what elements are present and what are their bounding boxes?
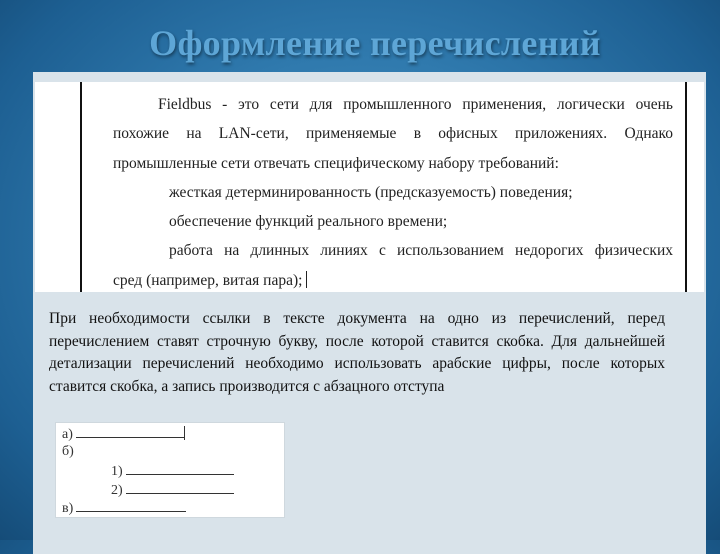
text-cursor (306, 271, 307, 288)
example-line-1: Fieldbus - это сети для промышленного применения, логически очень (158, 96, 673, 113)
example-text (113, 90, 673, 295)
enum-label-b1: 1) (111, 464, 123, 479)
left-margin-line (80, 82, 82, 292)
body-paragraph: При необходимости ссылки в тексте документа на одно из перечислений, перед перечислением ставят строчную букву, после которой ставится скобка. Для дальнейшей детализации перечислений необходимо использовать арабские цифры, после которых ставится скобка, а запись производится с абзацного отступа (49, 310, 665, 396)
right-margin-line (685, 82, 687, 292)
enumeration-example (55, 422, 285, 518)
enum-row-b (62, 444, 74, 460)
example-line-3: промышленные сети отвечать специфическому набору требований: (113, 154, 559, 172)
enum-row-b2 (111, 481, 234, 499)
enum-blank-b1 (126, 462, 234, 475)
enum-row-a (62, 425, 185, 443)
example-line-7-wrap (113, 266, 673, 295)
enum-blank-v (76, 499, 186, 512)
enum-blank-b2 (126, 481, 234, 494)
example-scan (35, 82, 704, 292)
example-line-5: обеспечение функций реального времени; (169, 213, 448, 231)
example-line-4: жесткая детерминированность (предсказуемость) поведения; (169, 183, 573, 201)
enum-label-b2: 2) (111, 483, 123, 498)
enum-label-v: в) (62, 501, 74, 516)
enum-row-v (62, 499, 186, 517)
example-line-6: работа на длинных линиях с использованием недорогих физических (169, 242, 673, 260)
slide-title: Оформление перечислений (149, 23, 601, 63)
enum-cursor (184, 426, 185, 440)
enum-label-a: а) (62, 427, 73, 442)
example-line-2: похожие на LAN-сети, применяемые в офисных приложениях. Однако (113, 125, 673, 143)
enum-blank-a (76, 425, 184, 438)
example-line-7: сред (например, витая пара); (113, 271, 303, 289)
enum-row-b1 (111, 462, 234, 480)
enum-label-b: б) (62, 444, 74, 459)
